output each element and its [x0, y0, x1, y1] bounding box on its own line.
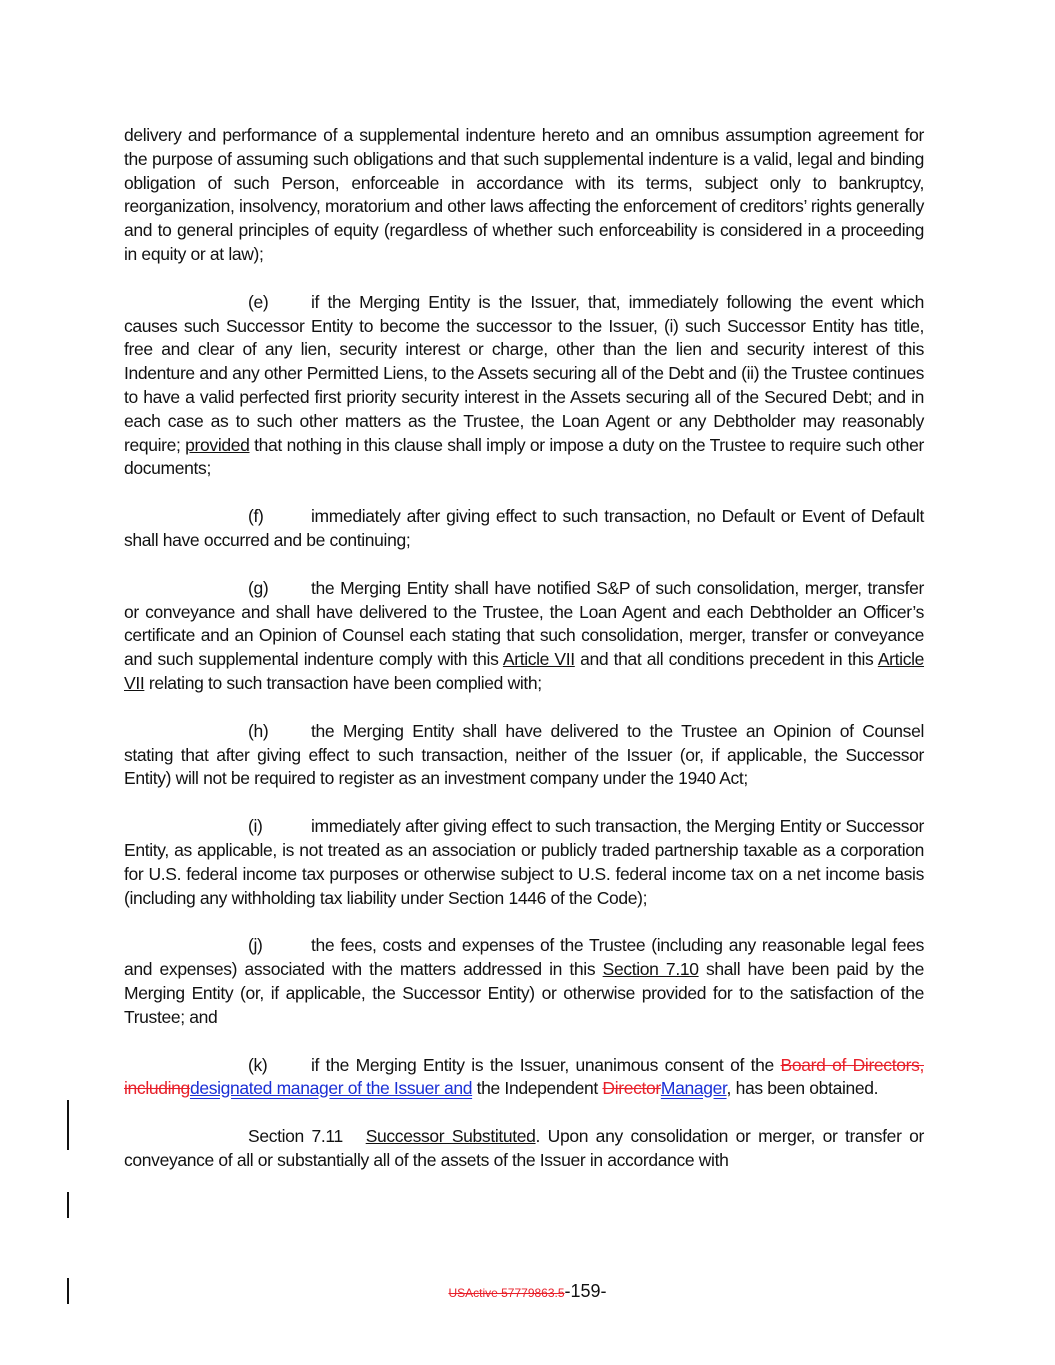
- change-bar: [67, 1192, 69, 1218]
- document-body: [124, 124, 924, 1173]
- section-number: Section 7.11: [248, 1126, 343, 1147]
- clause-f: [124, 505, 924, 553]
- clause-text: if the Merging Entity is the Issuer, that, immediately following the event which causes such Successor Entity to become the successor to the Issuer, (i) such Successor Entity has title, free and clear of any lien, security interest or charge, other than the lien and security interest of this Indenture and any other Permitted Liens, to the Assets securing all of the Debt and (ii) the Trustee continues to have a valid perfected first priority security interest in the Assets securing all of the Secured Debt; and in each case as to such other matters as the Trustee, the Loan Agent or any Debtholder may reasonably require;: [124, 291, 924, 455]
- clause-h: [124, 720, 924, 791]
- article-reference: Article VII: [124, 649, 925, 693]
- clause-text: and that all conditions precedent in this: [574, 649, 878, 670]
- clause-label: (j): [248, 935, 263, 956]
- clause-label: (e): [248, 291, 269, 312]
- section-title: Successor Substituted: [365, 1126, 536, 1147]
- tracked-insertion: Manager: [660, 1078, 727, 1099]
- provided-term: provided: [185, 434, 250, 455]
- deleted-doc-id: USActive 57779863.5: [448, 1286, 565, 1300]
- clause-g: [124, 577, 924, 696]
- tracked-insertion: designated manager of the Issuer and: [189, 1078, 473, 1099]
- clause-text: the Merging Entity shall have notified S&P of such consolidation, merger, transfer or conveyance and shall have delivered to the Trustee, the Loan Agent and each Debtholder an Officer’s certificate and an Opinion of Counsel each stating that such consolidation, merger, transfer or conveyance and such supplemental indenture comply with this: [124, 577, 924, 670]
- clause-text: relating to such transaction have been complied with;: [144, 672, 542, 693]
- clause-text: the fees, costs and expenses of the Trustee (including any reasonable legal fees and expenses) associated with the matters addressed in this: [124, 935, 924, 980]
- clause-text: , has been obtained.: [726, 1078, 879, 1099]
- clause-text: immediately after giving effect to such transaction, the Merging Entity or Successor Entity, as applicable, is not treated as an association or publicly traded partnership taxable as a corporation for U.S. federal income tax purposes or otherwise subject to U.S. federal income tax on a net income basis (including any withholding tax liability under Section 1446 of the Code);: [124, 816, 924, 908]
- clause-label: (i): [248, 816, 263, 837]
- clause-k: [124, 1054, 924, 1102]
- clause-text: the Merging Entity shall have delivered to the Trustee an Opinion of Counsel stating that after giving effect to such transaction, neither of the Issuer (or, if applicable, the Successor Entity) will not be required to register as an investment company under the 1940 Act;: [124, 720, 924, 789]
- section-7-11: [124, 1125, 924, 1173]
- clause-label: (k): [248, 1054, 268, 1075]
- change-bar: [67, 1100, 69, 1150]
- paragraph-text: delivery and performance of a supplemental indenture hereto and an omnibus assumption agreement for the purpose of assuming such obligations and that such supplemental indenture is a valid, legal and binding obligation of such Person, enforceable in accordance with its terms, subject only to bankruptcy, reorganization, insolvency, moratorium and other laws affecting the enforcement of creditors’ rights generally and to general principles of equity (regardless of whether such enforceability is considered in a proceeding in equity or at law);: [124, 125, 924, 264]
- clause-text: if the Merging Entity is the Issuer, unanimous consent of the: [311, 1054, 781, 1075]
- clause-label: (f): [248, 506, 264, 527]
- tracked-deletion: Board of Directors, including: [124, 1054, 924, 1099]
- section-reference: Section 7.10: [602, 959, 699, 980]
- article-reference: Article VII: [502, 649, 575, 670]
- paragraph-intro: [124, 124, 924, 267]
- clause-e: [124, 291, 924, 481]
- clause-text: that nothing in this clause shall imply or impose a duty on the Trustee to require such other documents;: [124, 434, 924, 479]
- page-number: -159-: [564, 1281, 607, 1301]
- section-text: . Upon any consolidation or merger, or transfer or conveyance of all or substantially all of the assets of the Issuer in accordance with: [124, 1126, 925, 1170]
- clause-j: [124, 934, 924, 1029]
- clause-i: [124, 815, 924, 910]
- clause-text: immediately after giving effect to such transaction, no Default or Event of Default shall have occurred and be continuing;: [124, 506, 924, 550]
- clause-label: (g): [248, 577, 269, 598]
- clause-text: shall have been paid by the Merging Entity (or, if applicable, the Successor Entity) or otherwise provided for to the satisfaction of the Trustee; and: [124, 959, 925, 1027]
- clause-label: (h): [248, 720, 269, 741]
- page-footer: [0, 1281, 1055, 1302]
- clause-text: the Independent: [472, 1078, 603, 1099]
- tracked-deletion: Director: [602, 1078, 661, 1099]
